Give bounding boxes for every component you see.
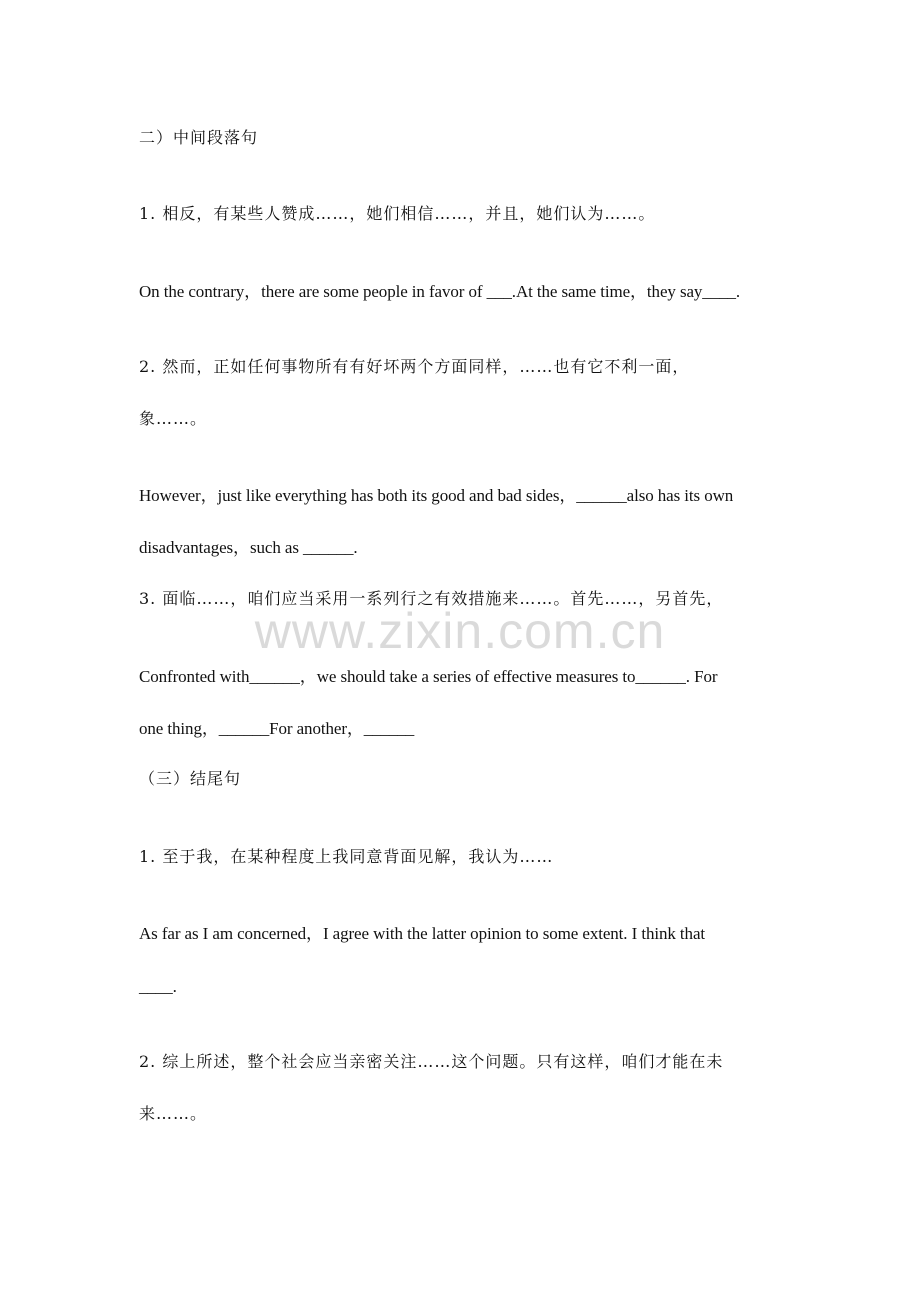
section-3-heading: （三）结尾句 xyxy=(139,769,242,788)
section-2-item-1-chinese: 1. 相反，有某些人赞成……，她们相信……，并且，她们认为……。 xyxy=(139,204,656,223)
section-2-heading: 二）中间段落句 xyxy=(139,128,259,147)
section-3-item-1-english-line-1: As far as I am concerned，I agree with the latter opinion to some extent. I think that xyxy=(139,924,706,943)
section-2-item-3-english-line-2: one thing，______For another，______ xyxy=(139,719,415,738)
section-3-item-1-english-line-2: ____. xyxy=(139,977,177,996)
section-2-item-3-english-line-1: Confronted with______，we should take a series of effective measures to______. For xyxy=(139,667,718,686)
section-2-item-1-english: On the contrary，there are some people in favor of ___.At the same time，they say____. xyxy=(139,282,741,301)
section-2-item-2-chinese-line-2: 象……。 xyxy=(139,409,208,428)
section-3-item-1-chinese: 1. 至于我，在某种程度上我同意背面见解，我认为…… xyxy=(139,847,554,866)
section-3-item-2-chinese-line-1: 2. 综上所述，整个社会应当亲密关注……这个问题。只有这样，咱们才能在未 xyxy=(139,1052,724,1071)
section-2-item-2-english-line-1: However，just like everything has both its good and bad sides，______also has its own xyxy=(139,486,734,505)
section-2-item-2-chinese-line-1: 2. 然而，正如任何事物所有有好坏两个方面同样，……也有它不利一面， xyxy=(139,357,690,376)
section-3-item-2-chinese-line-2: 来……。 xyxy=(139,1104,208,1123)
watermark: www.zixin.com.cn xyxy=(254,603,666,659)
section-2-item-2-english-line-2: disadvantages，such as ______. xyxy=(139,538,358,557)
section-2-item-3-chinese: 3. 面临……，咱们应当采用一系列行之有效措施来……。首先……，另首先， xyxy=(139,589,724,608)
